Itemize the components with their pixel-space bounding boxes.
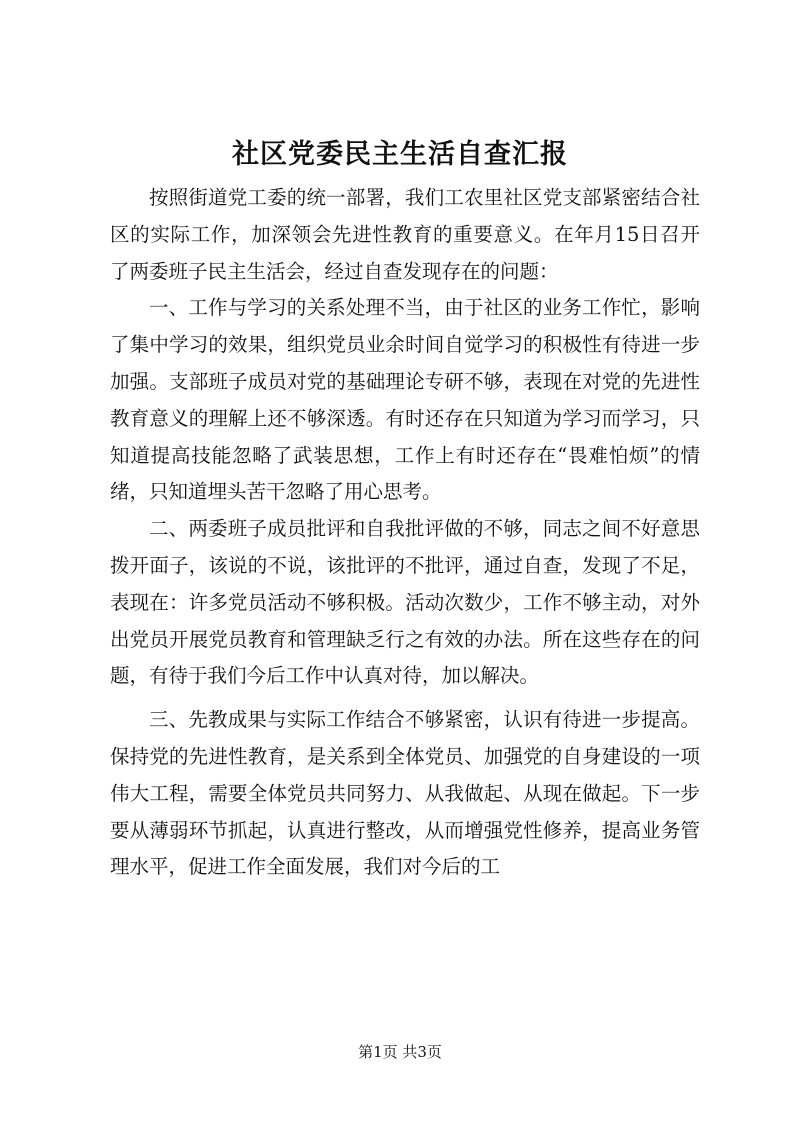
document-title: 社区党委民主生活自查汇报 [232, 139, 568, 170]
paragraph-issue-2: 二、两委班子成员批评和自我批评做的不够，同志之间不好意思拨开面子，该说的不说，该批评的不批评，通过自查，发现了不足，表现在：许多党员活动不够积极。活动次数少，工作不够主动，对外出党员开展党员教育和管理缺乏行之有效的办法。所在这些存在的问题，有待于我们今后工作中认真对待，加以解决。 [110, 517, 700, 688]
page-indicator: 第1页 共3页 [358, 1043, 442, 1061]
paragraph-issue-1: 一、工作与学习的关系处理不当，由于社区的业务工作忙，影响了集中学习的效果，组织党员业余时间自觉学习的积极性有待进一步加强。支部班子成员对党的基础理论专研不够，表现在对党的先进性教育意义的理解上还不够深透。有时还存在只知道为学习而学习，只知道提高技能忽略了武装思想，工作上有时还存在“畏难怕烦”的情绪，只知道埋头苦干忽略了用心思考。 [110, 296, 700, 504]
paragraph-intro: 按照街道党工委的统一部署，我们工农里社区党支部紧密结合社区的实际工作，加深领会先进性教育的重要意义。在年月15日召开了两委班子民主生活会，经过自查发现存在的问题： [110, 186, 700, 283]
paragraph-issue-3: 三、先教成果与实际工作结合不够紧密，认识有待进一步提高。保持党的先进性教育，是关系到全体党员、加强党的自身建设的一项伟大工程，需要全体党员共同努力、从我做起、从现在做起。下一步要从薄弱环节抓起，认真进行整改，从而增强党性修养，提高业务管理水平，促进工作全面发展，我们对今后的工 [110, 708, 700, 879]
document-body [110, 180, 700, 886]
